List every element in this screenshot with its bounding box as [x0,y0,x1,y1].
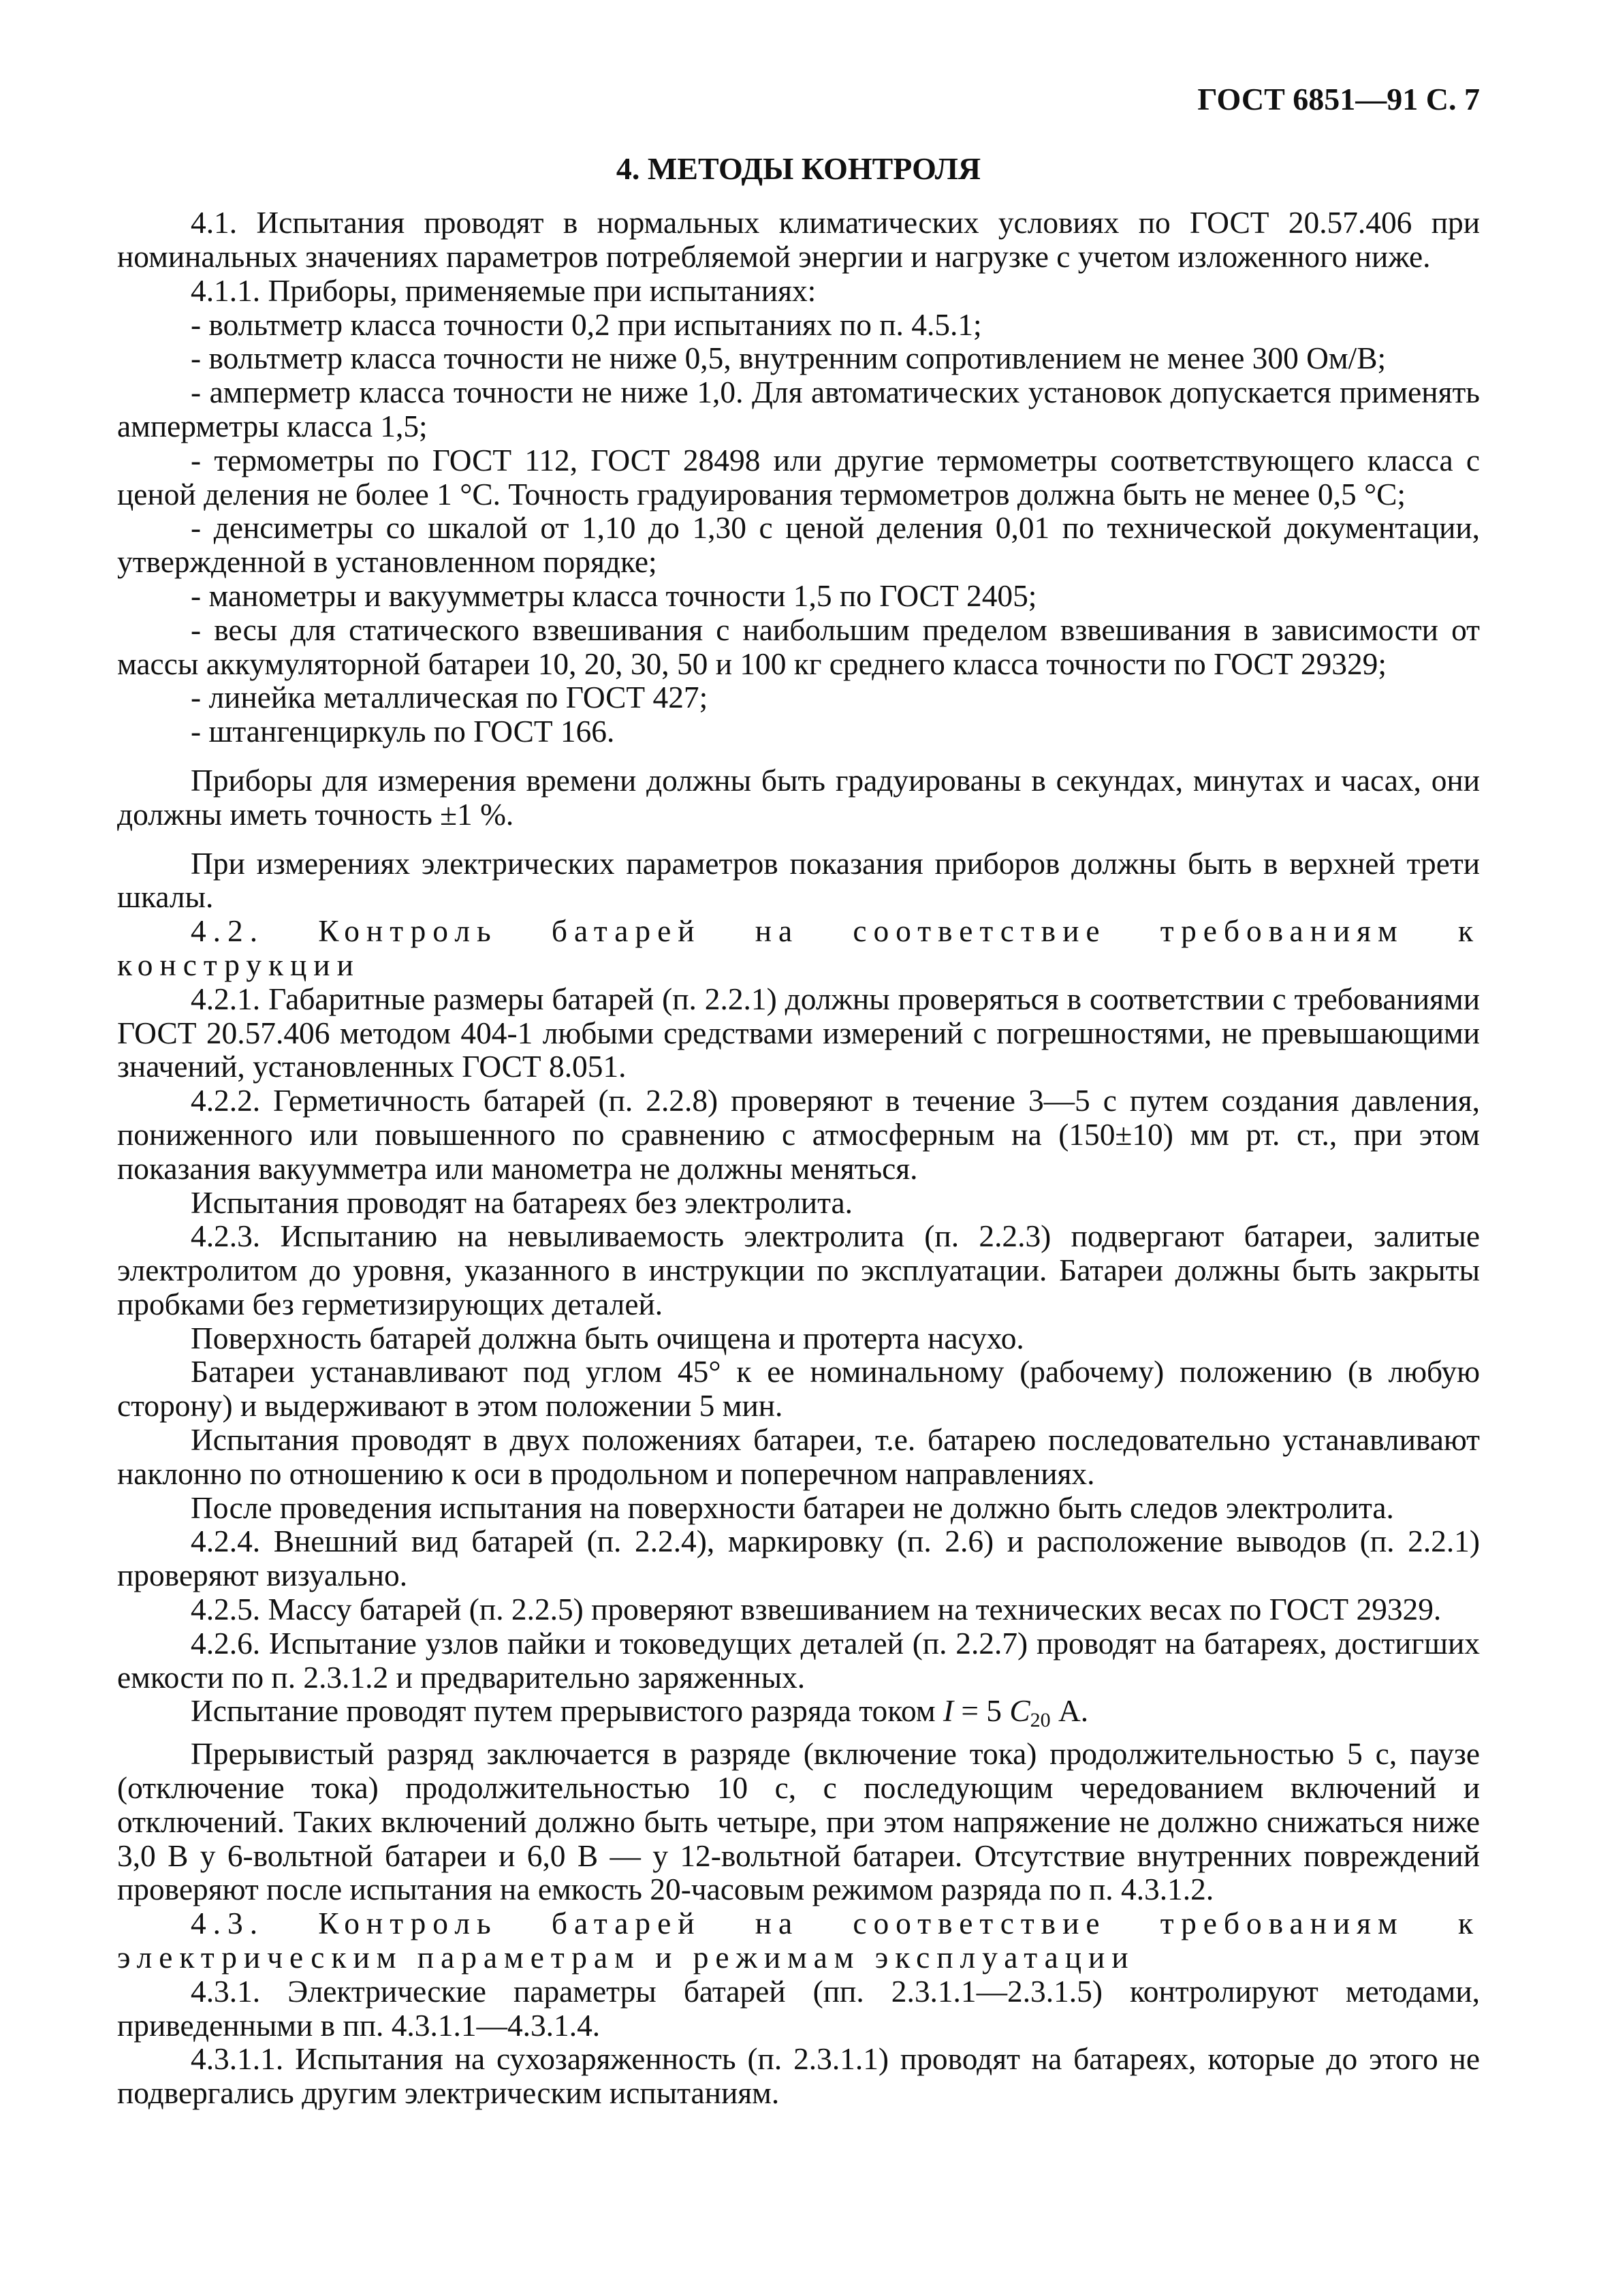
instrument-item: - вольтметр класса точности не ниже 0,5, внутренним сопротивлением не менее 300 Ом/В; [191,341,1387,376]
paragraph-measurement-range: При измерениях электрических параметров показания приборов должны быть в верхней трети шкалы. [117,846,1480,915]
paragraph-4-2-3: 4.2.3. Испытанию на невыливаемость электролита (п. 2.2.3) подвергают батареи, залитые электролитом до уровня, указанного в инструкции по эксплуатации. Батареи должны быть закрыты пробками без герметизирующих деталей. [117,1219,1480,1321]
paragraph-4-2-1: 4.2.1. Габаритные размеры батарей (п. 2.2.1) должны проверяться в соответствии с требованиями ГОСТ 20.57.406 методом 404-1 любыми средствами измерений с погрешностями, не превышающими значений, установленных ГОСТ 8.051. [117,981,1480,1084]
paragraph-4-2-6-current: Испытание проводят путем прерывистого разряда током I = 5 $C_{20}$ А. [191,1694,1089,1732]
capacity-subscript: 20 [1030,1709,1051,1732]
paragraph-4-1-1: 4.1.1. Приборы, применяемые при испытаниях: [191,273,817,308]
capacity-symbol: C [1009,1694,1030,1729]
heading-4-2: 4.2. Контроль батарей на соответствие требованиям к конструкции [117,914,1480,982]
paragraph-4-3-1: 4.3.1. Электрические параметры батарей (пп. 2.3.1.1—2.3.1.5) контролируют методами, приведенными в пп. 4.3.1.1—4.3.1.4. [117,1974,1480,2043]
instrument-item: - весы для статического взвешивания с наибольшим пределом взвешивания в зависимости от массы аккумуляторной батареи 10, 20, 30, 50 и 100 кг среднего класса точности по ГОСТ 29329; [117,612,1480,681]
paragraph-4-2-3-angle: Батареи устанавливают под углом 45° к ее номинальному (рабочему) положению (в любую сторону) и выдерживают в этом положении 5 мин. [117,1355,1480,1424]
instrument-item: - линейка металлическая по ГОСТ 427; [191,680,708,715]
paragraph-4-2-3-result: После проведения испытания на поверхности батареи не должно быть следов электролита. [191,1490,1394,1525]
instrument-item: - манометры и вакуумметры класса точности 1,5 по ГОСТ 2405; [191,578,1037,613]
paragraph-time-instruments: Приборы для измерения времени должны быть градуированы в секундах, минутах и часах, они должны иметь точность ±1 %. [117,763,1480,832]
paragraph-4-2-6: 4.2.6. Испытание узлов пайки и токоведущих деталей (п. 2.2.7) проводят на батареях, достигших емкости по п. 2.3.1.2 и предварительно заряженных. [117,1626,1480,1695]
paragraph-4-2-4: 4.2.4. Внешний вид батарей (п. 2.2.4), маркировку (п. 2.6) и расположение выводов (п. 2.2.1) проверяют визуально. [117,1524,1480,1593]
paragraph-4-1: 4.1. Испытания проводят в нормальных климатических условиях по ГОСТ 20.57.406 при номинальных значениях параметров потребляемой энергии и нагрузке с учетом изложенного ниже. [117,206,1480,274]
section-title: 4. МЕТОДЫ КОНТРОЛЯ [616,151,981,186]
instrument-item: - штангенциркуль по ГОСТ 166. [191,714,615,749]
page-header: ГОСТ 6851—91 С. 7 [1197,82,1480,116]
instrument-item: - амперметр класса точности не ниже 1,0. Для автоматических установок допускается применять амперметры класса 1,5; [117,375,1480,443]
paragraph-4-2-6-discharge: Прерывистый разряд заключается в разряде (включение тока) продолжительностью 5 с, паузе (отключение тока) продолжительностью 10 с, с последующим чередованием включений и отключений. Таких включений должно быть четыре, при этом напряжение не должно снижаться ниже 3,0 В у 6-вольтной батареи и 6,0 В — у 12-вольтной батареи. Отсутствие внутренних повреждений проверяют после испытания на емкость 20-часовым режимом разряда по п. 4.3.1.2. [117,1737,1480,1907]
paragraph-4-2-2-note: Испытания проводят на батареях без электролита. [191,1185,853,1220]
paragraph-4-2-3-positions: Испытания проводят в двух положениях батареи, т.е. батарею последовательно устанавливают наклонно по отношению к оси в продольном и поперечном направлениях. [117,1423,1480,1491]
instrument-item: - вольтметр класса точности 0,2 при испытаниях по п. 4.5.1; [191,307,982,342]
current-symbol: I [943,1694,954,1729]
paragraph-4-2-2: 4.2.2. Герметичность батарей (п. 2.2.8) проверяют в течение 3—5 с путем создания давления, пониженного или повышенного по сравнению с атмосферным на (150±10) мм рт. ст., при этом показания вакуумметра или манометра не должны меняться. [117,1084,1480,1186]
instrument-item: - термометры по ГОСТ 112, ГОСТ 28498 или другие термометры соответствующего класса с ценой деления не более 1 °С. Точность градуирования термометров должна быть не менее 0,5 °С; [117,443,1480,512]
paragraph-4-2-3-surface: Поверхность батарей должна быть очищена и протерта насухо. [191,1321,1024,1355]
heading-4-3: 4.3. Контроль батарей на соответствие требованиям к электрическим параметрам и режимам эксплуатации [117,1906,1480,1975]
instrument-item: - денсиметры со шкалой от 1,10 до 1,30 с ценой деления 0,01 по технической документации, утвержденной в установленном порядке; [117,511,1480,580]
page-content [117,150,1480,2111]
paragraph-4-2-5: 4.2.5. Массу батарей (п. 2.2.5) проверяют взвешиванием на технических весах по ГОСТ 29329. [191,1592,1442,1627]
paragraph-4-3-1-1: 4.3.1.1. Испытания на сухозаряженность (п. 2.3.1.1) проводят на батареях, которые до этого не подвергались другим электрическим испытаниям. [117,2042,1480,2111]
